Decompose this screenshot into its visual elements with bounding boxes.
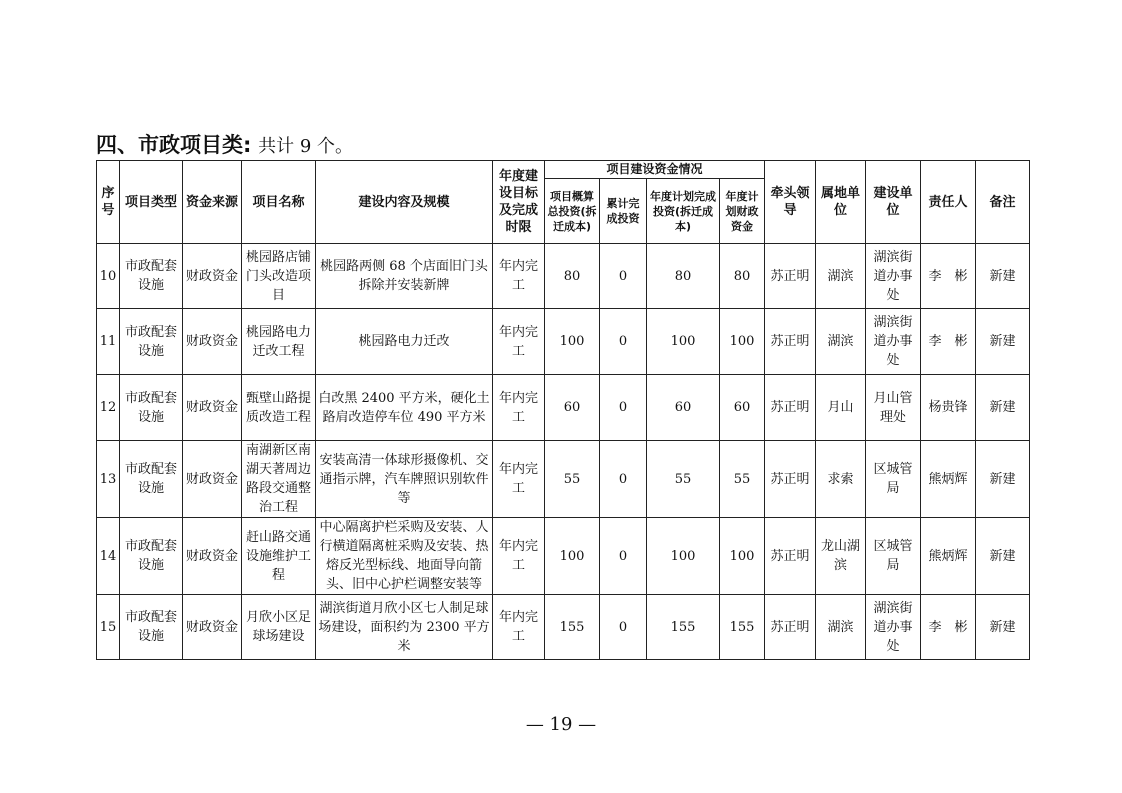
cell-lead: 苏正明 <box>765 244 816 309</box>
cell-owner: 熊炳辉 <box>921 518 976 595</box>
cell-remark: 新建 <box>976 375 1030 441</box>
cell-fiscal: 60 <box>720 375 765 441</box>
table-row <box>97 518 1030 595</box>
cell-locality: 湖滨 <box>816 309 866 375</box>
cell-builder: 湖滨街道办事处 <box>866 244 921 309</box>
section-title: 四、市政项目类 <box>96 133 243 157</box>
cell-seq: 11 <box>97 309 120 375</box>
cell-locality: 湖滨 <box>816 244 866 309</box>
cell-name: 桃园路电力迁改工程 <box>242 309 316 375</box>
header-locality: 属地单位 <box>816 161 866 244</box>
cell-content: 中心隔离护栏采购及安装、人行横道隔离桩采购及安装、热熔反光型标线、地面导向箭头、旧中心护栏调整安装等 <box>316 518 493 595</box>
cell-target: 年内完工 <box>493 595 545 660</box>
cell-lead: 苏正明 <box>765 441 816 518</box>
cell-fund: 财政资金 <box>183 309 242 375</box>
table-row <box>97 309 1030 375</box>
section-summary: 共计 9 个。 <box>258 136 353 157</box>
cell-content: 安装高清一体球形摄像机、交通指示牌，汽车牌照识别软件等 <box>316 441 493 518</box>
cell-owner: 李 彬 <box>921 595 976 660</box>
cell-builder: 湖滨街道办事处 <box>866 595 921 660</box>
cell-locality: 龙山湖滨 <box>816 518 866 595</box>
cell-fiscal: 80 <box>720 244 765 309</box>
cell-fund: 财政资金 <box>183 518 242 595</box>
cell-target: 年内完工 <box>493 375 545 441</box>
cell-completed: 0 <box>600 518 647 595</box>
cell-seq: 12 <box>97 375 120 441</box>
cell-target: 年内完工 <box>493 244 545 309</box>
cell-fund: 财政资金 <box>183 441 242 518</box>
header-target: 年度建设目标及完成时限 <box>493 161 545 244</box>
cell-completed: 0 <box>600 595 647 660</box>
header-name: 项目名称 <box>242 161 316 244</box>
header-seq: 序号 <box>97 161 120 244</box>
header-fund-source: 资金来源 <box>183 161 242 244</box>
cell-owner: 熊炳辉 <box>921 441 976 518</box>
cell-plan: 60 <box>647 375 720 441</box>
cell-fiscal: 55 <box>720 441 765 518</box>
table-row <box>97 375 1030 441</box>
header-owner: 责任人 <box>921 161 976 244</box>
cell-fund: 财政资金 <box>183 375 242 441</box>
section-heading <box>96 130 353 160</box>
cell-locality: 求索 <box>816 441 866 518</box>
cell-seq: 10 <box>97 244 120 309</box>
cell-type: 市政配套设施 <box>120 309 183 375</box>
cell-name: 月欣小区足球场建设 <box>242 595 316 660</box>
cell-total: 55 <box>545 441 600 518</box>
cell-content: 湖滨街道月欣小区七人制足球场建设，面积约为 2300 平方米 <box>316 595 493 660</box>
cell-name: 甄壁山路提质改造工程 <box>242 375 316 441</box>
cell-content: 桃园路电力迁改 <box>316 309 493 375</box>
header-total-investment: 项目概算总投资(拆迁成本) <box>545 179 600 244</box>
cell-type: 市政配套设施 <box>120 441 183 518</box>
cell-name: 南湖新区南湖天著周边路段交通整治工程 <box>242 441 316 518</box>
header-type: 项目类型 <box>120 161 183 244</box>
cell-lead: 苏正明 <box>765 518 816 595</box>
cell-plan: 55 <box>647 441 720 518</box>
cell-lead: 苏正明 <box>765 375 816 441</box>
section-colon: : <box>243 133 252 157</box>
table-row <box>97 244 1030 309</box>
cell-seq: 15 <box>97 595 120 660</box>
cell-type: 市政配套设施 <box>120 518 183 595</box>
cell-target: 年内完工 <box>493 441 545 518</box>
cell-fund: 财政资金 <box>183 244 242 309</box>
cell-target: 年内完工 <box>493 518 545 595</box>
cell-remark: 新建 <box>976 441 1030 518</box>
cell-completed: 0 <box>600 441 647 518</box>
cell-completed: 0 <box>600 309 647 375</box>
cell-plan: 100 <box>647 518 720 595</box>
cell-builder: 区城管局 <box>866 518 921 595</box>
cell-completed: 0 <box>600 375 647 441</box>
header-annual-plan: 年度计划完成投资(拆迁成本) <box>647 179 720 244</box>
cell-builder: 湖滨街道办事处 <box>866 309 921 375</box>
cell-seq: 13 <box>97 441 120 518</box>
header-completed-investment: 累计完成投资 <box>600 179 647 244</box>
cell-seq: 14 <box>97 518 120 595</box>
header-annual-fiscal: 年度计划财政资金 <box>720 179 765 244</box>
cell-total: 60 <box>545 375 600 441</box>
cell-total: 80 <box>545 244 600 309</box>
cell-builder: 月山管理处 <box>866 375 921 441</box>
table-row <box>97 441 1030 518</box>
cell-plan: 80 <box>647 244 720 309</box>
cell-remark: 新建 <box>976 244 1030 309</box>
header-remark: 备注 <box>976 161 1030 244</box>
cell-completed: 0 <box>600 244 647 309</box>
cell-locality: 湖滨 <box>816 595 866 660</box>
cell-locality: 月山 <box>816 375 866 441</box>
cell-remark: 新建 <box>976 309 1030 375</box>
cell-type: 市政配套设施 <box>120 595 183 660</box>
cell-content: 桃园路两侧 68 个店面旧门头拆除并安装新牌 <box>316 244 493 309</box>
cell-name: 桃园路店铺门头改造项目 <box>242 244 316 309</box>
cell-type: 市政配套设施 <box>120 375 183 441</box>
cell-builder: 区城管局 <box>866 441 921 518</box>
cell-lead: 苏正明 <box>765 595 816 660</box>
cell-fiscal: 155 <box>720 595 765 660</box>
cell-fiscal: 100 <box>720 518 765 595</box>
cell-fund: 财政资金 <box>183 595 242 660</box>
cell-owner: 李 彬 <box>921 244 976 309</box>
cell-name: 赶山路交通设施维护工程 <box>242 518 316 595</box>
cell-plan: 155 <box>647 595 720 660</box>
cell-lead: 苏正明 <box>765 309 816 375</box>
cell-plan: 100 <box>647 309 720 375</box>
cell-owner: 李 彬 <box>921 309 976 375</box>
cell-owner: 杨贵锋 <box>921 375 976 441</box>
table-row <box>97 595 1030 660</box>
cell-total: 155 <box>545 595 600 660</box>
cell-content: 白改黑 2400 平方米，硬化土路肩改造停车位 490 平方米 <box>316 375 493 441</box>
cell-type: 市政配套设施 <box>120 244 183 309</box>
header-lead: 牵头领导 <box>765 161 816 244</box>
cell-remark: 新建 <box>976 518 1030 595</box>
cell-remark: 新建 <box>976 595 1030 660</box>
cell-fiscal: 100 <box>720 309 765 375</box>
page-number: — 19 — <box>525 714 597 735</box>
cell-target: 年内完工 <box>493 309 545 375</box>
cell-total: 100 <box>545 518 600 595</box>
project-table <box>96 160 1030 660</box>
header-builder: 建设单位 <box>866 161 921 244</box>
cell-total: 100 <box>545 309 600 375</box>
header-content: 建设内容及规模 <box>316 161 493 244</box>
header-funding-group: 项目建设资金情况 <box>545 161 765 179</box>
